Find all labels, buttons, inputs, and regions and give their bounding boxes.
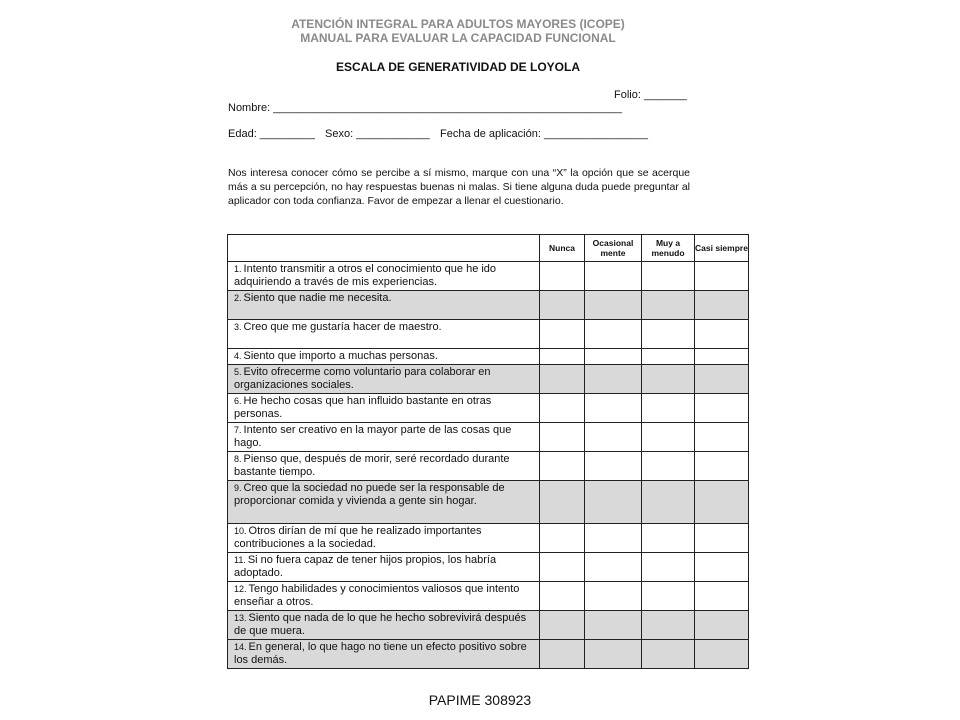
answer-cell-ocasionalmente[interactable]	[585, 452, 642, 481]
question-cell	[228, 291, 540, 320]
answer-cell-muy-a-menudo[interactable]	[642, 481, 695, 524]
answer-cell-muy-a-menudo[interactable]	[642, 611, 695, 640]
answer-cell-nunca[interactable]	[540, 481, 585, 524]
table-row	[228, 481, 749, 524]
question-number: 13.	[234, 613, 247, 623]
answer-cell-casi-siempre[interactable]	[695, 611, 749, 640]
question-text: Intento ser creativo en la mayor parte de las cosas que hago.	[234, 424, 512, 449]
table-row	[228, 262, 749, 291]
table-row	[228, 349, 749, 365]
answer-cell-nunca[interactable]	[540, 423, 585, 452]
answer-cell-muy-a-menudo[interactable]	[642, 365, 695, 394]
question-text: Siento que importo a muchas personas.	[243, 350, 438, 362]
table-row	[228, 394, 749, 423]
table-row	[228, 423, 749, 452]
column-header-casi-siempre: Casi siempre	[695, 235, 749, 262]
question-cell	[228, 320, 540, 349]
answer-cell-muy-a-menudo[interactable]	[642, 524, 695, 553]
answer-cell-nunca[interactable]	[540, 291, 585, 320]
answer-cell-nunca[interactable]	[540, 349, 585, 365]
question-text: Pienso que, después de morir, seré recordado durante bastante tiempo.	[234, 453, 510, 478]
table-row	[228, 365, 749, 394]
answer-cell-casi-siempre[interactable]	[695, 452, 749, 481]
answer-cell-muy-a-menudo[interactable]	[642, 320, 695, 349]
question-text: Evito ofrecerme como voluntario para colaborar en organizaciones sociales.	[234, 366, 491, 391]
answer-cell-nunca[interactable]	[540, 452, 585, 481]
answer-cell-nunca[interactable]	[540, 611, 585, 640]
question-number: 1.	[234, 264, 242, 274]
question-text: Siento que nadie me necesita.	[243, 292, 392, 304]
question-text: He hecho cosas que han influido bastante en otras personas.	[234, 395, 492, 420]
question-cell	[228, 452, 540, 481]
answer-cell-muy-a-menudo[interactable]	[642, 582, 695, 611]
answer-cell-ocasionalmente[interactable]	[585, 291, 642, 320]
question-text: Siento que nada de lo que he hecho sobrevivirá después de que muera.	[234, 612, 527, 637]
answer-cell-ocasionalmente[interactable]	[585, 640, 642, 669]
answer-cell-ocasionalmente[interactable]	[585, 349, 642, 365]
table-row	[228, 524, 749, 553]
column-header-nunca: Nunca	[540, 235, 585, 262]
edad-field: Edad: _________	[228, 128, 315, 140]
answer-cell-casi-siempre[interactable]	[695, 394, 749, 423]
answer-cell-casi-siempre[interactable]	[695, 481, 749, 524]
question-text: Otros dirían de mí que he realizado importantes contribuciones a la sociedad.	[234, 525, 482, 550]
answer-cell-casi-siempre[interactable]	[695, 640, 749, 669]
question-cell	[228, 640, 540, 669]
answer-cell-muy-a-menudo[interactable]	[642, 349, 695, 365]
answer-cell-ocasionalmente[interactable]	[585, 524, 642, 553]
question-number: 2.	[234, 293, 242, 303]
answer-cell-ocasionalmente[interactable]	[585, 553, 642, 582]
column-header-ocasionalmente: Ocasional mente	[585, 235, 642, 262]
folio-field: Folio: _______	[614, 89, 687, 101]
question-cell	[228, 582, 540, 611]
footer-project-code: PAPIME 308923	[428, 692, 532, 708]
question-number: 3.	[234, 322, 242, 332]
answer-cell-nunca[interactable]	[540, 524, 585, 553]
answer-cell-ocasionalmente[interactable]	[585, 394, 642, 423]
answer-cell-muy-a-menudo[interactable]	[642, 640, 695, 669]
question-number: 7.	[234, 425, 242, 435]
table-row	[228, 553, 749, 582]
answer-cell-casi-siempre[interactable]	[695, 349, 749, 365]
column-header-item	[228, 235, 540, 262]
generativity-scale-table	[227, 234, 749, 669]
answer-cell-nunca[interactable]	[540, 582, 585, 611]
answer-cell-casi-siempre[interactable]	[695, 423, 749, 452]
answer-cell-nunca[interactable]	[540, 394, 585, 423]
question-text: Si no fuera capaz de tener hijos propios, los habría adoptado.	[234, 554, 497, 579]
question-number: 10.	[234, 526, 247, 536]
question-cell	[228, 423, 540, 452]
answer-cell-ocasionalmente[interactable]	[585, 262, 642, 291]
question-number: 8.	[234, 454, 242, 464]
answer-cell-ocasionalmente[interactable]	[585, 423, 642, 452]
answer-cell-ocasionalmente[interactable]	[585, 320, 642, 349]
nombre-field: Nombre: _________________________________________________________	[228, 102, 622, 114]
answer-cell-muy-a-menudo[interactable]	[642, 291, 695, 320]
answer-cell-nunca[interactable]	[540, 640, 585, 669]
manual-header-line-1: ATENCIÓN INTEGRAL PARA ADULTOS MAYORES (ICOPE)	[291, 17, 625, 31]
answer-cell-casi-siempre[interactable]	[695, 582, 749, 611]
scale-title: ESCALA DE GENERATIVIDAD DE LOYOLA	[335, 60, 580, 74]
manual-header-line-2: MANUAL PARA EVALUAR LA CAPACIDAD FUNCIONAL	[300, 31, 616, 45]
answer-cell-ocasionalmente[interactable]	[585, 611, 642, 640]
question-number: 14.	[234, 642, 247, 652]
answer-cell-muy-a-menudo[interactable]	[642, 423, 695, 452]
question-text: Creo que la sociedad no puede ser la responsable de proporcionar comida y vivienda a gente sin hogar.	[234, 482, 505, 507]
answer-cell-casi-siempre[interactable]	[695, 320, 749, 349]
answer-cell-casi-siempre[interactable]	[695, 291, 749, 320]
fecha-field: Fecha de aplicación: _________________	[440, 128, 648, 140]
column-header-muy-a-menudo: Muy a menudo	[642, 235, 695, 262]
question-text: Creo que me gustaría hacer de maestro.	[243, 321, 442, 333]
question-number: 5.	[234, 367, 242, 377]
sexo-field: Sexo: ____________	[325, 128, 430, 140]
question-cell	[228, 394, 540, 423]
answer-cell-nunca[interactable]	[540, 262, 585, 291]
table-row	[228, 640, 749, 669]
answer-cell-ocasionalmente[interactable]	[585, 365, 642, 394]
table-row	[228, 582, 749, 611]
answer-cell-nunca[interactable]	[540, 320, 585, 349]
question-cell	[228, 611, 540, 640]
answer-cell-ocasionalmente[interactable]	[585, 582, 642, 611]
instructions-paragraph: Nos interesa conocer cómo se percibe a sí mismo, marque con una “X” la opción que se acerque más a su percepción, no hay respuestas buenas ni malas. Si tiene alguna duda puede preguntar al aplicador con toda confianza. Favor de empezar a llenar el cuestionario.	[228, 167, 690, 207]
question-text: Intento transmitir a otros el conocimiento que he ido adquiriendo a través de mis experiencias.	[234, 263, 497, 288]
question-number: 6.	[234, 396, 242, 406]
answer-cell-muy-a-menudo[interactable]	[642, 553, 695, 582]
answer-cell-ocasionalmente[interactable]	[585, 481, 642, 524]
question-cell	[228, 524, 540, 553]
answer-cell-muy-a-menudo[interactable]	[642, 452, 695, 481]
answer-cell-casi-siempre[interactable]	[695, 262, 749, 291]
question-cell	[228, 553, 540, 582]
table-row	[228, 320, 749, 349]
answer-cell-nunca[interactable]	[540, 365, 585, 394]
table-row	[228, 452, 749, 481]
question-number: 11.	[234, 555, 246, 565]
question-cell	[228, 262, 540, 291]
answer-cell-muy-a-menudo[interactable]	[642, 394, 695, 423]
question-text: Tengo habilidades y conocimientos valiosos que intento enseñar a otros.	[234, 583, 520, 608]
question-text: En general, lo que hago no tiene un efecto positivo sobre los demás.	[234, 641, 527, 666]
question-number: 9.	[234, 483, 242, 493]
answer-cell-casi-siempre[interactable]	[695, 365, 749, 394]
question-cell	[228, 481, 540, 524]
answer-cell-casi-siempre[interactable]	[695, 524, 749, 553]
table-row	[228, 291, 749, 320]
question-cell	[228, 365, 540, 394]
table-row	[228, 611, 749, 640]
question-number: 4.	[234, 351, 242, 361]
answer-cell-casi-siempre[interactable]	[695, 553, 749, 582]
question-cell	[228, 349, 540, 365]
question-number: 12.	[234, 584, 247, 594]
answer-cell-nunca[interactable]	[540, 553, 585, 582]
table-header-row	[228, 235, 749, 262]
answer-cell-muy-a-menudo[interactable]	[642, 262, 695, 291]
